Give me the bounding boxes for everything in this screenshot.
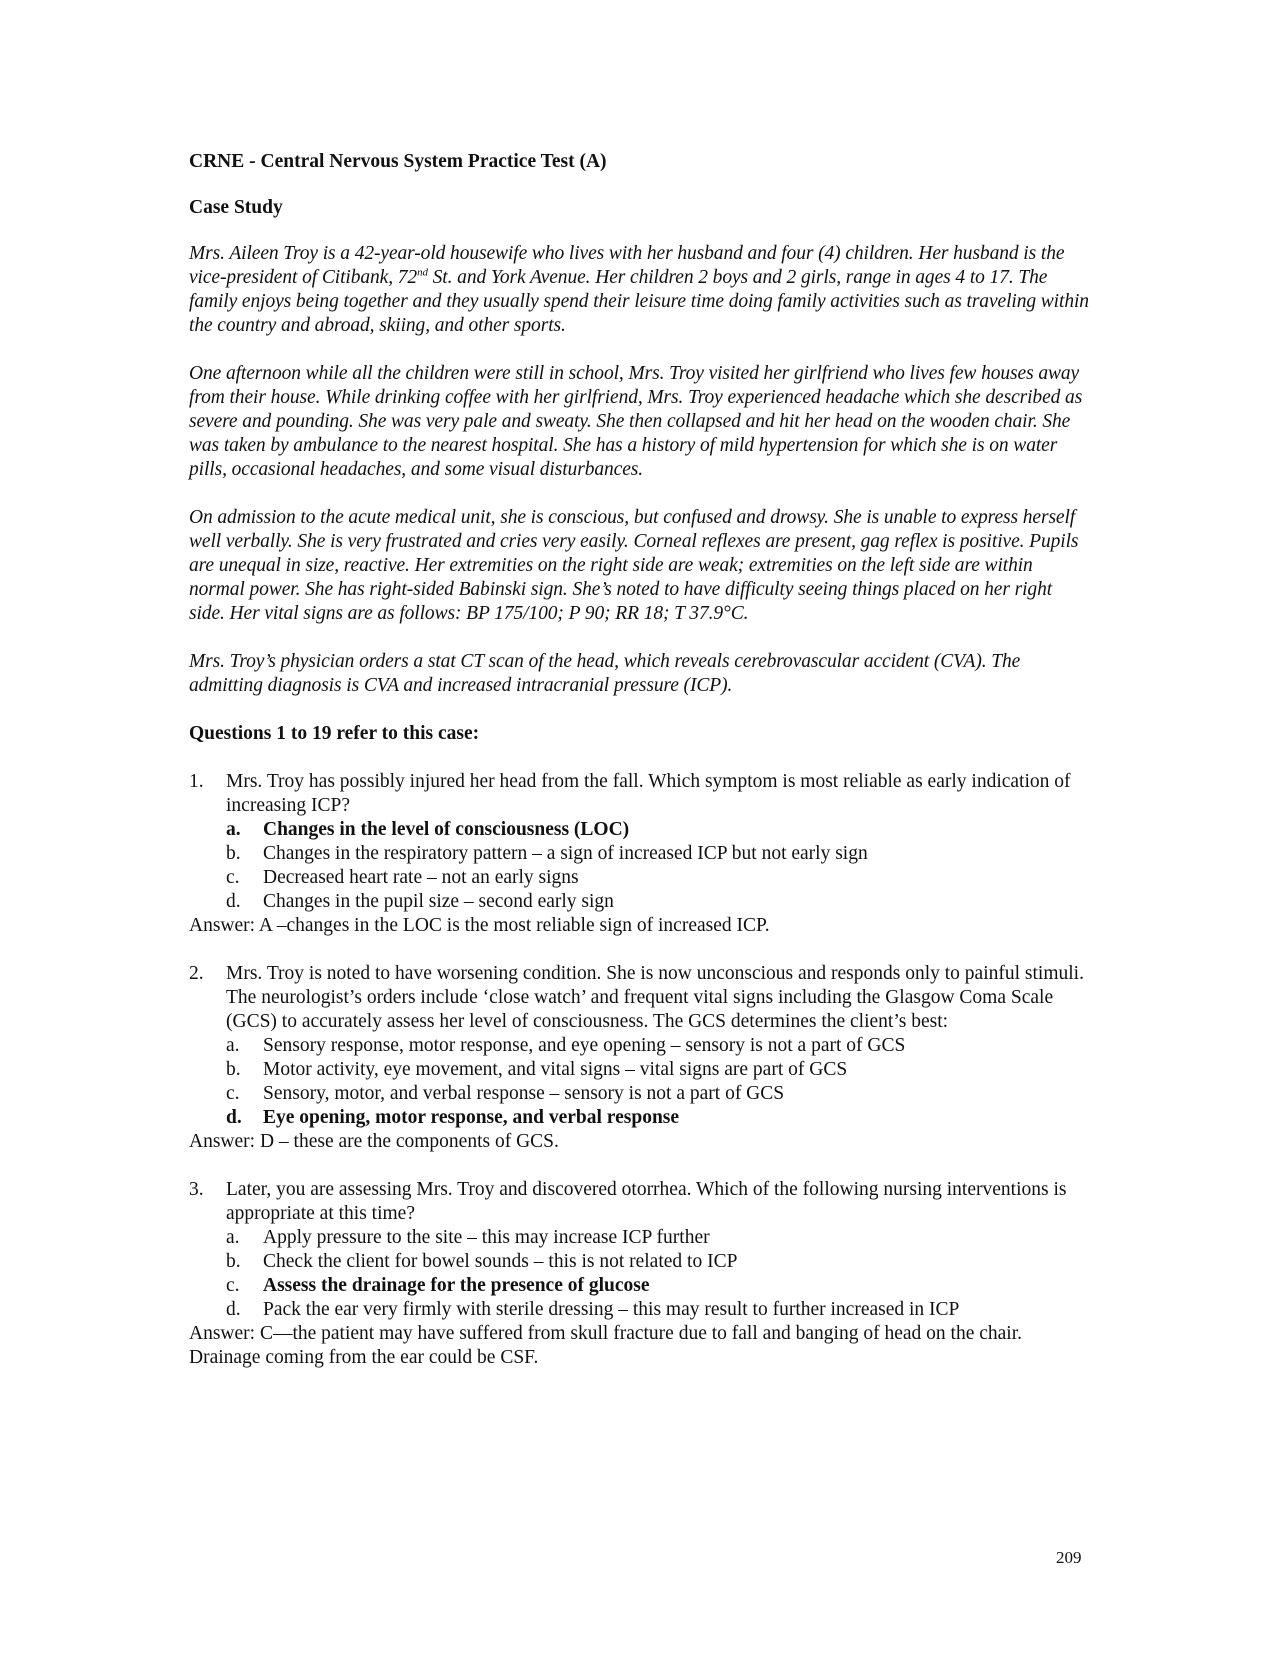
option-c [226, 1274, 1089, 1298]
case-paragraph-2: One afternoon while all the children were still in school, Mrs. Troy visited her girlfriend who lives few houses away from their house. While drinking coffee with her girlfriend, Mrs. Troy experienced headache which she described as severe and pounding. She was very pale and sweaty. She then collapsed and hit her head on the wooden chair. She was taken by ambulance to the nearest hospital. She has a history of mild hypertension for which she is on water pills, occasional headaches, and some visual disturbances. [189, 363, 1083, 480]
questions-heading: Questions 1 to 19 refer to this case: [189, 723, 480, 744]
document-title: CRNE - Central Nervous System Practice Test (A) [189, 151, 607, 172]
question-2 [189, 962, 1089, 1154]
question-stem [189, 770, 1089, 818]
answer-explanation: Answer: D – these are the components of GCS. [189, 1131, 559, 1152]
option-c [226, 1082, 1089, 1106]
option-text: Eye opening, motor response, and verbal response [263, 1107, 680, 1128]
option-letter: c. [226, 1275, 240, 1296]
options-list [189, 1226, 1089, 1322]
option-letter: b. [226, 1251, 241, 1272]
question-text: Mrs. Troy is noted to have worsening condition. She is now unconscious and responds only to painful stimuli. The neurologist’s orders include ‘close watch’ and frequent vital signs including the Glasgow Coma Scale (GCS) to accurately assess her level of consciousness. The GCS determines the client’s best: [226, 963, 1084, 1032]
case-paragraph-3: On admission to the acute medical unit, she is conscious, but confused and drowsy. She is unable to express herself well verbally. She is very frustrated and cries very easily. Corneal reflexes are present, gag reflex is positive. Pupils are unequal in size, reactive. Her extremities on the right side are weak; extremities on the left side are within normal power. She has right-sided Babinski sign. She’s noted to have difficulty seeing things placed on her right side. Her vital signs are as follows: BP 175/100; P 90; RR 18; T 37.9°C. [189, 507, 1079, 624]
option-letter: d. [226, 1107, 242, 1128]
option-d [226, 890, 1089, 914]
option-text: Changes in the respiratory pattern – a sign of increased ICP but not early sign [263, 843, 868, 864]
question-text: Later, you are assessing Mrs. Troy and discovered otorrhea. Which of the following nursing interventions is appropriate at this time? [226, 1179, 1067, 1224]
option-letter: b. [226, 843, 241, 864]
option-letter: c. [226, 867, 240, 888]
option-d [226, 1106, 1089, 1130]
option-text: Sensory, motor, and verbal response – sensory is not a part of GCS [263, 1083, 785, 1104]
option-a [226, 1226, 1089, 1250]
question-3 [189, 1178, 1089, 1370]
option-text: Sensory response, motor response, and eye opening – sensory is not a part of GCS [263, 1035, 906, 1056]
options-list [189, 1034, 1089, 1130]
option-text: Apply pressure to the site – this may increase ICP further [263, 1227, 710, 1248]
document-page [189, 150, 1089, 1394]
option-a [226, 818, 1089, 842]
option-letter: d. [226, 1299, 241, 1320]
answer-explanation: Answer: C—the patient may have suffered from skull fracture due to fall and banging of head on the chair. Drainage coming from the ear could be CSF. [189, 1323, 1022, 1368]
option-text: Changes in the level of consciousness (LOC) [263, 819, 630, 840]
question-number: 1. [189, 771, 204, 792]
page-number: 209 [1056, 1548, 1082, 1567]
option-letter: d. [226, 891, 241, 912]
option-b [226, 1058, 1089, 1082]
question-stem [189, 962, 1089, 1034]
option-d [226, 1298, 1089, 1322]
option-text: Check the client for bowel sounds – this is not related to ICP [263, 1251, 738, 1272]
case-study-heading: Case Study [189, 197, 283, 218]
question-text: Mrs. Troy has possibly injured her head from the fall. Which symptom is most reliable as early indication of increasing ICP? [226, 771, 1071, 816]
option-text: Changes in the pupil size – second early sign [263, 891, 614, 912]
option-letter: c. [226, 1083, 240, 1104]
question-1 [189, 770, 1089, 938]
question-stem [189, 1178, 1089, 1226]
superscript-ordinal: nd [417, 266, 428, 279]
option-b [226, 1250, 1089, 1274]
option-a [226, 1034, 1089, 1058]
option-letter: b. [226, 1059, 241, 1080]
case-paragraph-1 [189, 242, 1089, 338]
option-text: Assess the drainage for the presence of glucose [263, 1275, 650, 1296]
option-text: Decreased heart rate – not an early signs [263, 867, 579, 888]
option-letter: a. [226, 1035, 240, 1056]
case-paragraph-1-text-a: Mrs. Aileen Troy is a 42-year-old housewife who lives with her husband and four (4) children. Her husband is the vice-president of Citibank, 72 [189, 243, 1065, 288]
case-paragraph-4: Mrs. Troy’s physician orders a stat CT scan of the head, which reveals cerebrovascular accident (CVA). The admitting diagnosis is CVA and increased intracranial pressure (ICP). [189, 651, 1021, 696]
answer-explanation: Answer: A –changes in the LOC is the most reliable sign of increased ICP. [189, 915, 770, 936]
question-number: 2. [189, 963, 204, 984]
option-letter: a. [226, 1227, 240, 1248]
options-list [189, 818, 1089, 914]
option-c [226, 866, 1089, 890]
option-text: Pack the ear very firmly with sterile dressing – this may result to further increased in ICP [263, 1299, 960, 1320]
option-b [226, 842, 1089, 866]
question-number: 3. [189, 1179, 204, 1200]
case-paragraph-1-text-b: St. and York Avenue. Her children 2 boys and 2 girls, range in ages 4 to 17. The family enjoys being together and they usually spend their leisure time doing family activities such as traveling within the country and abroad, skiing, and other sports. [189, 267, 1089, 336]
option-text: Motor activity, eye movement, and vital signs – vital signs are part of GCS [263, 1059, 848, 1080]
option-letter: a. [226, 819, 241, 840]
